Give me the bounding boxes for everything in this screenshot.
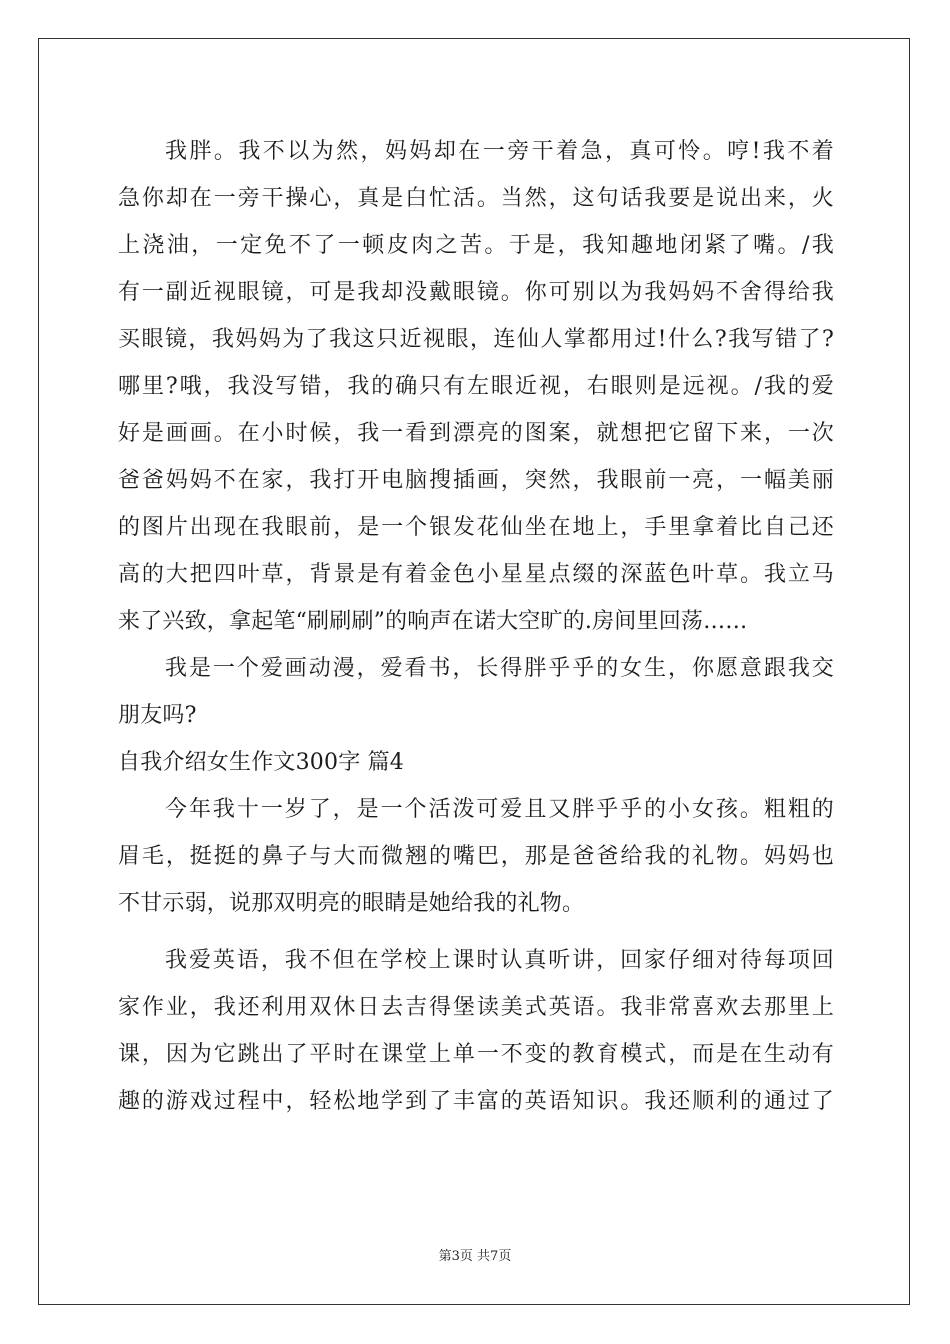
text-line: 我胖。我不以为然，妈妈却在一旁干着急，真可怜。哼!我不着 bbox=[165, 139, 834, 164]
text-line: 急你却在一旁干操心，真是白忙活。当然，这句话我要是说出来，火 bbox=[118, 186, 834, 211]
text-line: 趣的游戏过程中，轻松地学到了丰富的英语知识。我还顺利的通过了 bbox=[118, 1089, 834, 1114]
text-line: 高的大把四叶草，背景是有着金色小星星点缀的深蓝色叶草。我立马 bbox=[118, 562, 834, 587]
text-line: 有一副近视眼镜，可是我却没戴眼镜。你可别以为我妈妈不舍得给我 bbox=[118, 280, 834, 305]
page-number-footer: 第3页 共7页 bbox=[438, 1249, 512, 1264]
document-body bbox=[118, 128, 834, 1125]
text-line: 来了兴致，拿起笔“刷刷刷”的响声在诺大空旷的.房间里回荡…… bbox=[118, 609, 748, 634]
text-line: 上浇油，一定免不了一顿皮肉之苦。于是，我知趣地闭紧了嘴。/我 bbox=[118, 233, 834, 258]
text-line: 不甘示弱，说那双明亮的眼睛是她给我的礼物。 bbox=[118, 891, 585, 916]
text-line: 好是画画。在小时候，我一看到漂亮的图案，就想把它留下来，一次 bbox=[118, 421, 834, 446]
text-line: 爸爸妈妈不在家，我打开电脑搜插画，突然，我眼前一亮，一幅美丽 bbox=[118, 468, 834, 493]
text-line: 朋友吗? bbox=[118, 703, 197, 728]
text-line: 家作业，我还利用双休日去吉得堡读美式英语。我非常喜欢去那里上 bbox=[118, 995, 834, 1020]
text-line: 课，因为它跳出了平时在课堂上单一不变的教育模式，而是在生动有 bbox=[118, 1042, 834, 1067]
text-line: 我爱英语，我不但在学校上课时认真听讲，回家仔细对待每项回 bbox=[165, 948, 834, 973]
text-line: 的图片出现在我眼前，是一个银发花仙坐在地上，手里拿着比自己还 bbox=[118, 515, 834, 540]
text-line: 买眼镜，我妈妈为了我这只近视眼，连仙人掌都用过!什么?我写错了? bbox=[118, 327, 834, 352]
section-heading: 自我介绍女生作文300字 篇4 bbox=[118, 750, 404, 775]
text-line: 今年我十一岁了，是一个活泼可爱且又胖乎乎的小女孩。粗粗的 bbox=[165, 797, 834, 822]
text-line: 我是一个爱画动漫，爱看书，长得胖乎乎的女生，你愿意跟我交 bbox=[165, 656, 834, 681]
text-line: 眉毛，挺挺的鼻子与大而微翘的嘴巴，那是爸爸给我的礼物。妈妈也 bbox=[118, 844, 834, 869]
text-line: 哪里?哦，我没写错，我的确只有左眼近视，右眼则是远视。/我的爱 bbox=[118, 374, 834, 399]
